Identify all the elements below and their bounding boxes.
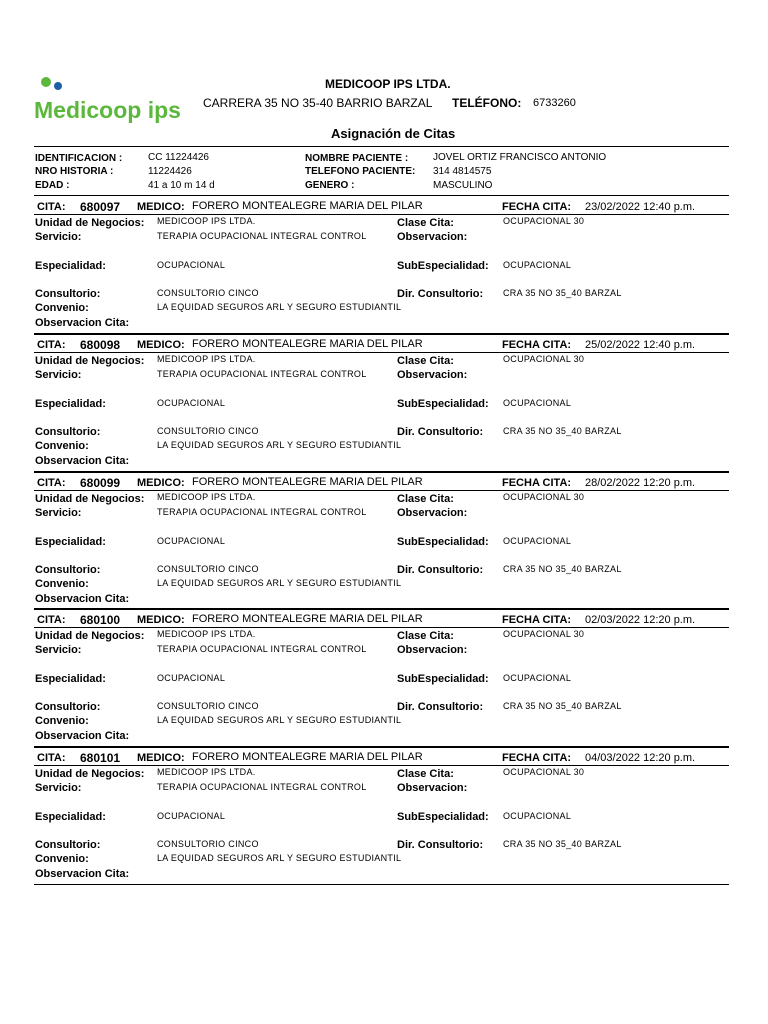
dir-consultorio-value: CRA 35 NO 35_40 BARZAL — [503, 564, 622, 574]
phone-value: 6733260 — [533, 97, 576, 109]
block-title-rule — [34, 765, 729, 766]
observacion-cita-label: Observacion Cita: — [35, 868, 130, 880]
appointment-date: 04/03/2022 12:20 p.m. — [585, 752, 696, 764]
block-title-rule — [34, 627, 729, 628]
observacion-label: Observacion: — [397, 644, 468, 656]
doctor-name: FORERO MONTEALEGRE MARIA DEL PILAR — [192, 338, 423, 350]
unidad-label: Unidad de Negocios: — [35, 493, 145, 505]
cita-number: 680099 — [80, 476, 121, 490]
gender-value: MASCULINO — [433, 180, 493, 191]
medico-label: MEDICO: — [137, 614, 185, 626]
convenio-value: LA EQUIDAD SEGUROS ARL Y SEGURO ESTUDIANTIL — [157, 578, 402, 588]
consultorio-value: CONSULTORIO CINCO — [157, 564, 259, 574]
fecha-label: FECHA CITA: — [502, 614, 572, 626]
dir-consultorio-label: Dir. Consultorio: — [397, 426, 484, 438]
convenio-label: Convenio: — [35, 440, 89, 452]
dir-consultorio-value: CRA 35 NO 35_40 BARZAL — [503, 288, 622, 298]
especialidad-label: Especialidad: — [35, 260, 106, 272]
consultorio-value: CONSULTORIO CINCO — [157, 426, 259, 436]
subespecialidad-label: SubEspecialidad: — [397, 398, 489, 410]
cita-label: CITA: — [37, 752, 66, 764]
footer-divider — [34, 884, 729, 885]
doctor-name: FORERO MONTEALEGRE MARIA DEL PILAR — [192, 476, 423, 488]
convenio-value: LA EQUIDAD SEGUROS ARL Y SEGURO ESTUDIANTIL — [157, 853, 402, 863]
especialidad-label: Especialidad: — [35, 673, 106, 685]
subespecialidad-value: OCUPACIONAL — [503, 536, 572, 546]
subespecialidad-value: OCUPACIONAL — [503, 260, 572, 270]
servicio-value: TERAPIA OCUPACIONAL INTEGRAL CONTROL — [157, 644, 367, 654]
block-title-rule — [34, 352, 729, 353]
dir-consultorio-label: Dir. Consultorio: — [397, 288, 484, 300]
appointment-date: 28/02/2022 12:20 p.m. — [585, 477, 696, 489]
convenio-label: Convenio: — [35, 578, 89, 590]
subespecialidad-value: OCUPACIONAL — [503, 673, 572, 683]
appointment-date: 25/02/2022 12:40 p.m. — [585, 339, 696, 351]
appointment-date: 23/02/2022 12:40 p.m. — [585, 201, 696, 213]
subespecialidad-value: OCUPACIONAL — [503, 398, 572, 408]
medico-label: MEDICO: — [137, 477, 185, 489]
appointment-block — [0, 199, 768, 334]
clase-value: OCUPACIONAL 30 — [503, 354, 585, 364]
company-address: CARRERA 35 NO 35-40 BARRIO BARZAL — [203, 96, 433, 110]
medico-label: MEDICO: — [137, 752, 185, 764]
identification-value: CC 11224426 — [148, 152, 209, 163]
subespecialidad-label: SubEspecialidad: — [397, 673, 489, 685]
unidad-value: MEDICOOP IPS LTDA. — [157, 216, 256, 226]
convenio-label: Convenio: — [35, 302, 89, 314]
cita-number: 680098 — [80, 338, 121, 352]
observacion-label: Observacion: — [397, 231, 468, 243]
especialidad-value: OCUPACIONAL — [157, 536, 226, 546]
fecha-label: FECHA CITA: — [502, 339, 572, 351]
servicio-value: TERAPIA OCUPACIONAL INTEGRAL CONTROL — [157, 507, 367, 517]
appointment-block — [0, 475, 768, 610]
convenio-value: LA EQUIDAD SEGUROS ARL Y SEGURO ESTUDIANTIL — [157, 715, 402, 725]
convenio-label: Convenio: — [35, 715, 89, 727]
medicoop-logo-icon — [34, 72, 181, 130]
servicio-value: TERAPIA OCUPACIONAL INTEGRAL CONTROL — [157, 782, 367, 792]
age-label: EDAD : — [35, 180, 70, 191]
identification-label: IDENTIFICACION : — [35, 153, 123, 164]
patient-name-label: NOMBRE PACIENTE : — [305, 153, 409, 164]
unidad-value: MEDICOOP IPS LTDA. — [157, 492, 256, 502]
unidad-label: Unidad de Negocios: — [35, 630, 145, 642]
especialidad-label: Especialidad: — [35, 398, 106, 410]
clase-label: Clase Cita: — [397, 355, 454, 367]
subespecialidad-value: OCUPACIONAL — [503, 811, 572, 821]
servicio-label: Servicio: — [35, 507, 82, 519]
patient-divider — [34, 195, 729, 196]
unidad-value: MEDICOOP IPS LTDA. — [157, 767, 256, 777]
phone-label: TELÉFONO: — [452, 96, 522, 110]
dir-consultorio-value: CRA 35 NO 35_40 BARZAL — [503, 839, 622, 849]
unidad-label: Unidad de Negocios: — [35, 355, 145, 367]
clase-label: Clase Cita: — [397, 630, 454, 642]
servicio-label: Servicio: — [35, 369, 82, 381]
clase-value: OCUPACIONAL 30 — [503, 767, 585, 777]
observacion-label: Observacion: — [397, 369, 468, 381]
logo-wordmark: Medicoop ips — [34, 97, 181, 123]
servicio-value: TERAPIA OCUPACIONAL INTEGRAL CONTROL — [157, 369, 367, 379]
observacion-cita-label: Observacion Cita: — [35, 317, 130, 329]
observacion-cita-label: Observacion Cita: — [35, 730, 130, 742]
medicoop-logo — [34, 72, 181, 130]
especialidad-label: Especialidad: — [35, 536, 106, 548]
consultorio-label: Consultorio: — [35, 839, 101, 851]
fecha-label: FECHA CITA: — [502, 201, 572, 213]
clase-value: OCUPACIONAL 30 — [503, 629, 585, 639]
subespecialidad-label: SubEspecialidad: — [397, 260, 489, 272]
servicio-label: Servicio: — [35, 782, 82, 794]
cita-number: 680100 — [80, 613, 121, 627]
subespecialidad-label: SubEspecialidad: — [397, 536, 489, 548]
unidad-value: MEDICOOP IPS LTDA. — [157, 629, 256, 639]
dir-consultorio-label: Dir. Consultorio: — [397, 564, 484, 576]
gender-label: GENERO : — [305, 180, 355, 191]
doctor-name: FORERO MONTEALEGRE MARIA DEL PILAR — [192, 613, 423, 625]
doctor-name: FORERO MONTEALEGRE MARIA DEL PILAR — [192, 200, 423, 212]
consultorio-label: Consultorio: — [35, 288, 101, 300]
history-label: NRO HISTORIA : — [35, 166, 114, 177]
appointment-date: 02/03/2022 12:20 p.m. — [585, 614, 696, 626]
block-title-rule — [34, 490, 729, 491]
especialidad-value: OCUPACIONAL — [157, 398, 226, 408]
consultorio-value: CONSULTORIO CINCO — [157, 701, 259, 711]
unidad-value: MEDICOOP IPS LTDA. — [157, 354, 256, 364]
especialidad-label: Especialidad: — [35, 811, 106, 823]
consultorio-value: CONSULTORIO CINCO — [157, 288, 259, 298]
especialidad-value: OCUPACIONAL — [157, 673, 226, 683]
unidad-label: Unidad de Negocios: — [35, 768, 145, 780]
especialidad-value: OCUPACIONAL — [157, 811, 226, 821]
observacion-cita-label: Observacion Cita: — [35, 593, 130, 605]
fecha-label: FECHA CITA: — [502, 477, 572, 489]
convenio-value: LA EQUIDAD SEGUROS ARL Y SEGURO ESTUDIANTIL — [157, 302, 402, 312]
doctor-name: FORERO MONTEALEGRE MARIA DEL PILAR — [192, 751, 423, 763]
observacion-label: Observacion: — [397, 507, 468, 519]
cita-label: CITA: — [37, 614, 66, 626]
medico-label: MEDICO: — [137, 201, 185, 213]
patient-name-value: JOVEL ORTIZ FRANCISCO ANTONIO — [433, 152, 607, 163]
clase-label: Clase Cita: — [397, 217, 454, 229]
cita-number: 680101 — [80, 751, 121, 765]
subespecialidad-label: SubEspecialidad: — [397, 811, 489, 823]
dir-consultorio-value: CRA 35 NO 35_40 BARZAL — [503, 701, 622, 711]
consultorio-label: Consultorio: — [35, 426, 101, 438]
company-name: MEDICOOP IPS LTDA. — [325, 77, 451, 91]
document-title: Asignación de Citas — [331, 126, 456, 141]
clase-label: Clase Cita: — [397, 768, 454, 780]
appointment-block — [0, 612, 768, 747]
block-separator — [34, 471, 729, 473]
fecha-label: FECHA CITA: — [502, 752, 572, 764]
header-divider — [34, 146, 729, 147]
unidad-label: Unidad de Negocios: — [35, 217, 145, 229]
appointment-block — [0, 337, 768, 472]
cita-label: CITA: — [37, 201, 66, 213]
servicio-label: Servicio: — [35, 231, 82, 243]
consultorio-value: CONSULTORIO CINCO — [157, 839, 259, 849]
clase-label: Clase Cita: — [397, 493, 454, 505]
patient-phone-label: TELEFONO PACIENTE: — [305, 166, 416, 177]
servicio-label: Servicio: — [35, 644, 82, 656]
clase-value: OCUPACIONAL 30 — [503, 216, 585, 226]
history-value: 11224426 — [148, 166, 192, 177]
medico-label: MEDICO: — [137, 339, 185, 351]
convenio-value: LA EQUIDAD SEGUROS ARL Y SEGURO ESTUDIANTIL — [157, 440, 402, 450]
appointment-block — [0, 750, 768, 885]
block-separator — [34, 746, 729, 748]
cita-label: CITA: — [37, 339, 66, 351]
dir-consultorio-label: Dir. Consultorio: — [397, 839, 484, 851]
cita-label: CITA: — [37, 477, 66, 489]
cita-number: 680097 — [80, 200, 121, 214]
consultorio-label: Consultorio: — [35, 701, 101, 713]
patient-phone-value: 314 4814575 — [433, 166, 492, 177]
observacion-cita-label: Observacion Cita: — [35, 455, 130, 467]
dir-consultorio-value: CRA 35 NO 35_40 BARZAL — [503, 426, 622, 436]
consultorio-label: Consultorio: — [35, 564, 101, 576]
especialidad-value: OCUPACIONAL — [157, 260, 226, 270]
block-separator — [34, 608, 729, 610]
convenio-label: Convenio: — [35, 853, 89, 865]
block-title-rule — [34, 214, 729, 215]
block-separator — [34, 333, 729, 335]
clase-value: OCUPACIONAL 30 — [503, 492, 585, 502]
dir-consultorio-label: Dir. Consultorio: — [397, 701, 484, 713]
observacion-label: Observacion: — [397, 782, 468, 794]
servicio-value: TERAPIA OCUPACIONAL INTEGRAL CONTROL — [157, 231, 367, 241]
age-value: 41 a 10 m 14 d — [148, 180, 215, 191]
